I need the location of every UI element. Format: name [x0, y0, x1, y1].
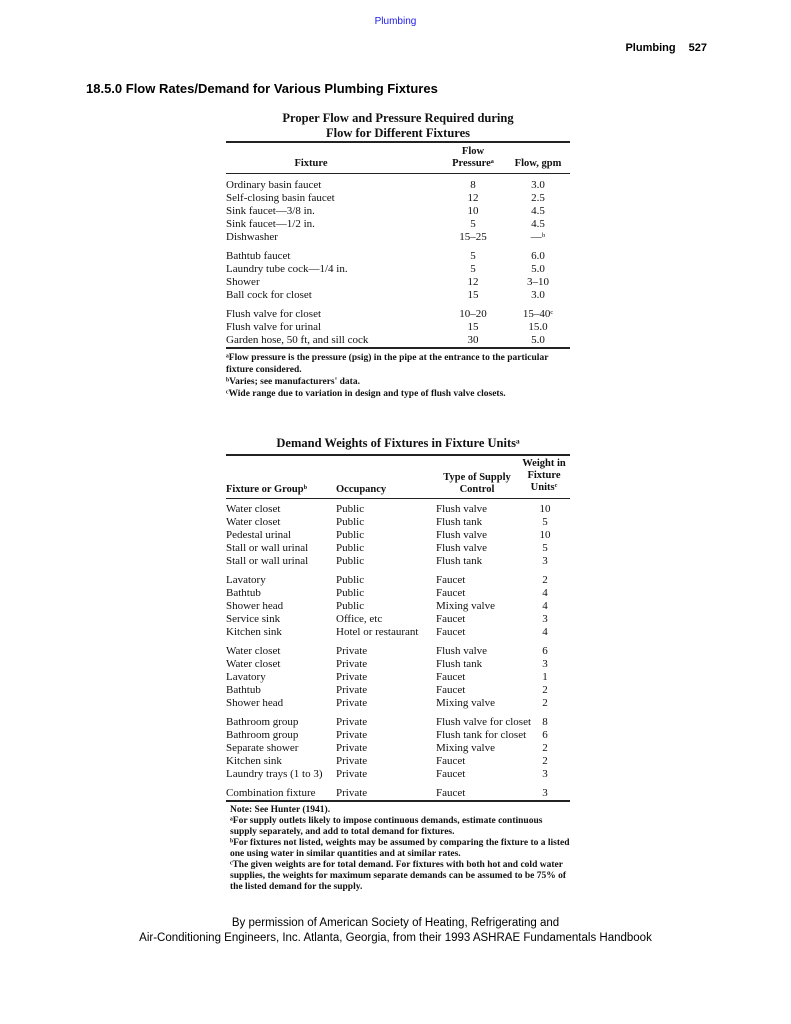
demand-row-control: Flush valve for closet: [436, 716, 532, 728]
demand-row-weight: 5: [542, 516, 548, 528]
demand-footnote: the listed demand for the supply.: [230, 882, 363, 892]
demand-header-occupancy: Occupancy: [336, 484, 387, 495]
demand-row-weight: 6: [542, 729, 548, 741]
demand-row-fixture: Separate shower: [226, 742, 299, 754]
flow-row-fixture: Laundry tube cock—1/4 in.: [226, 263, 348, 275]
demand-header-control-line2: Control: [459, 484, 495, 495]
demand-row-control: Flush valve: [436, 529, 488, 541]
credit-line-2: Air-Conditioning Engineers, Inc. Atlanta, Georgia, from their 1993 ASHRAE Fundamentals Handbook: [139, 932, 652, 944]
demand-row-weight: 4: [542, 626, 548, 638]
flow-row-flow: 3.0: [531, 179, 545, 191]
flow-row-pressure: 12: [467, 192, 479, 204]
flow-row-flow: 3–10: [527, 276, 549, 288]
flow-row-flow: 6.0: [531, 250, 545, 262]
demand-footnote: one using water in similar quantities and at similar rates.: [230, 849, 461, 859]
demand-row-occupancy: Private: [336, 697, 368, 709]
demand-header-weight-line2: Fixture: [527, 470, 561, 481]
demand-row-control: Faucet: [436, 787, 466, 799]
flow-table-header-rule: [226, 173, 570, 174]
flow-row-fixture: Garden hose, 50 ft, and sill cock: [226, 334, 369, 346]
demand-row-occupancy: Private: [336, 729, 368, 741]
demand-row-occupancy: Office, etc: [336, 613, 383, 625]
demand-row-occupancy: Private: [336, 742, 368, 754]
demand-row-occupancy: Public: [336, 600, 365, 612]
demand-row-fixture: Water closet: [226, 516, 281, 528]
demand-footnote: ᶜThe given weights are for total demand. For fixtures with both hot and cold water: [230, 860, 563, 870]
demand-row-control: Flush tank for closet: [436, 729, 527, 741]
demand-row-weight: 2: [542, 742, 548, 754]
demand-row-control: Faucet: [436, 587, 466, 599]
flow-row-fixture: Flush valve for closet: [226, 308, 322, 320]
page-number: 527: [688, 42, 707, 54]
section-title: 18.5.0 Flow Rates/Demand for Various Plumbing Fixtures: [86, 81, 438, 96]
flow-row-pressure: 5: [470, 250, 476, 262]
demand-row-fixture: Service sink: [226, 613, 281, 625]
demand-row-weight: 8: [542, 716, 548, 728]
flow-row-flow: 3.0: [531, 289, 545, 301]
flow-header-flow: Flow, gpm: [514, 158, 562, 169]
demand-header-fixture: Fixture or Groupᵇ: [226, 484, 307, 495]
demand-row-occupancy: Private: [336, 671, 368, 683]
demand-row-occupancy: Public: [336, 529, 365, 541]
demand-row-fixture: Laundry trays (1 to 3): [226, 768, 323, 780]
flow-footnote: ᵇVaries; see manufacturers' data.: [226, 377, 360, 387]
flow-row-pressure: 30: [467, 334, 479, 346]
demand-footnote: Note: See Hunter (1941).: [230, 805, 331, 815]
flow-row-flow: 4.5: [531, 205, 545, 217]
flow-row-flow: 15–40ᶜ: [522, 308, 554, 320]
demand-row-fixture: Kitchen sink: [226, 626, 282, 638]
demand-row-occupancy: Private: [336, 716, 368, 728]
demand-row-control: Faucet: [436, 755, 466, 767]
flow-row-flow: 15.0: [528, 321, 548, 333]
demand-row-weight: 3: [542, 787, 548, 799]
demand-row-control: Flush valve: [436, 503, 488, 515]
demand-row-fixture: Lavatory: [226, 671, 266, 683]
flow-row-pressure: 10–20: [459, 308, 487, 320]
credit-line-1: By permission of American Society of Heating, Refrigerating and: [231, 917, 560, 929]
flow-footnote: fixture considered.: [226, 365, 302, 375]
demand-table-title: Demand Weights of Fixtures in Fixture Unitsᵃ: [276, 436, 520, 450]
flow-header-pressure-line1: Flow: [461, 146, 485, 157]
demand-header-weight-line3: Unitsᶜ: [530, 482, 558, 493]
demand-row-occupancy: Hotel or restaurant: [336, 626, 419, 638]
demand-row-weight: 3: [542, 555, 548, 567]
demand-row-control: Flush valve: [436, 645, 488, 657]
demand-footnote: ᵇFor fixtures not listed, weights may be assumed by comparing the fixture to a listed: [230, 838, 570, 848]
demand-row-fixture: Pedestal urinal: [226, 529, 292, 541]
flow-row-pressure: 10: [467, 205, 479, 217]
demand-row-occupancy: Private: [336, 787, 368, 799]
demand-row-occupancy: Private: [336, 658, 368, 670]
demand-header-weight: [518, 458, 570, 494]
demand-row-control: Faucet: [436, 626, 466, 638]
flow-row-fixture: Flush valve for urinal: [226, 321, 322, 333]
demand-footnote: supplies, the weights for maximum separate demands can be assumed to be 75% of: [230, 871, 567, 881]
demand-row-control: Faucet: [436, 613, 466, 625]
demand-row-fixture: Bathtub: [226, 684, 261, 696]
flow-row-fixture: Sink faucet—3/8 in.: [226, 205, 315, 217]
demand-footnote: ᵃFor supply outlets likely to impose continuous demands, estimate continuous: [230, 816, 543, 826]
flow-row-fixture: Ordinary basin faucet: [226, 179, 322, 191]
flow-row-pressure: 5: [470, 218, 476, 230]
demand-row-control: Mixing valve: [436, 742, 495, 754]
demand-row-occupancy: Public: [336, 516, 365, 528]
demand-row-occupancy: Public: [336, 555, 365, 567]
demand-row-control: Faucet: [436, 574, 466, 586]
demand-row-weight: 6: [542, 645, 548, 657]
demand-row-occupancy: Private: [336, 755, 368, 767]
flow-row-fixture: Shower: [226, 276, 260, 288]
demand-row-weight: 4: [542, 600, 548, 612]
demand-header-control: [432, 472, 522, 496]
demand-row-fixture: Stall or wall urinal: [226, 555, 309, 567]
demand-row-control: Faucet: [436, 768, 466, 780]
demand-row-weight: 3: [542, 658, 548, 670]
demand-row-occupancy: Public: [336, 587, 365, 599]
demand-row-occupancy: Public: [336, 542, 365, 554]
demand-row-occupancy: Public: [336, 574, 365, 586]
demand-row-control: Mixing valve: [436, 600, 495, 612]
flow-header-fixture: Fixture: [294, 158, 328, 169]
demand-row-fixture: Water closet: [226, 645, 281, 657]
demand-row-fixture: Bathroom group: [226, 729, 299, 741]
demand-row-weight: 2: [542, 574, 548, 586]
flow-row-flow: 4.5: [531, 218, 545, 230]
demand-row-weight: 2: [542, 755, 548, 767]
demand-row-occupancy: Public: [336, 503, 365, 515]
flow-row-pressure: 15: [467, 289, 479, 301]
flow-row-pressure: 8: [470, 179, 476, 191]
flow-row-flow: 2.5: [531, 192, 545, 204]
flow-table-title-line1: Proper Flow and Pressure Required during: [282, 111, 514, 125]
demand-row-weight: 5: [542, 542, 548, 554]
demand-row-fixture: Shower head: [226, 697, 284, 709]
demand-row-weight: 2: [542, 684, 548, 696]
flow-table-bottom-rule: [226, 347, 570, 349]
flow-header-pressure: [440, 146, 506, 170]
flow-row-flow: 5.0: [531, 263, 545, 275]
demand-header-control-line1: Type of Supply: [443, 472, 511, 483]
running-head: [625, 42, 707, 54]
flow-row-fixture: Bathtub faucet: [226, 250, 291, 262]
flow-row-pressure: 15: [467, 321, 479, 333]
demand-row-fixture: Bathtub: [226, 587, 261, 599]
flow-table-top-rule: [226, 141, 570, 143]
demand-row-control: Flush tank: [436, 658, 483, 670]
demand-table-top-rule: [226, 454, 570, 456]
demand-row-fixture: Stall or wall urinal: [226, 542, 309, 554]
demand-row-control: Flush tank: [436, 555, 483, 567]
running-head-title: Plumbing: [625, 42, 676, 54]
demand-row-fixture: Bathroom group: [226, 716, 299, 728]
demand-row-control: Faucet: [436, 671, 466, 683]
flow-row-pressure: 12: [467, 276, 479, 288]
demand-row-weight: 2: [542, 697, 548, 709]
demand-row-fixture: Combination fixture: [226, 787, 316, 799]
flow-row-fixture: Self-closing basin faucet: [226, 192, 335, 204]
demand-row-weight: 10: [539, 529, 551, 541]
demand-row-occupancy: Private: [336, 768, 368, 780]
flow-footnote: ᶜWide range due to variation in design and type of flush valve closets.: [226, 389, 506, 399]
demand-row-weight: 3: [542, 613, 548, 625]
demand-row-weight: 3: [542, 768, 548, 780]
demand-table-header-rule: [226, 498, 570, 499]
flow-row-fixture: Ball cock for closet: [226, 289, 312, 301]
flow-row-flow: 5.0: [531, 334, 545, 346]
flow-table-title: [226, 111, 570, 141]
flow-footnote: ᵃFlow pressure is the pressure (psig) in the pipe at the entrance to the particular: [226, 353, 549, 363]
flow-row-pressure: 15–25: [459, 231, 487, 243]
flow-header-pressure-line2: Pressureᵃ: [452, 158, 494, 169]
demand-row-fixture: Kitchen sink: [226, 755, 282, 767]
demand-header-weight-line1: Weight in: [522, 458, 566, 469]
demand-row-weight: 4: [542, 587, 548, 599]
demand-row-fixture: Water closet: [226, 658, 281, 670]
flow-row-fixture: Sink faucet—1/2 in.: [226, 218, 315, 230]
demand-footnote: supply separately, and add to total demand for fixtures.: [230, 827, 455, 837]
flow-row-pressure: 5: [470, 263, 476, 275]
flow-row-fixture: Dishwasher: [226, 231, 278, 243]
demand-row-occupancy: Private: [336, 684, 368, 696]
top-nav-link-plumbing[interactable]: Plumbing: [374, 16, 417, 27]
flow-row-flow: —ᵇ: [530, 231, 546, 243]
demand-row-control: Flush tank: [436, 516, 483, 528]
demand-row-fixture: Shower head: [226, 600, 284, 612]
credit-line: [0, 916, 791, 946]
demand-row-fixture: Water closet: [226, 503, 281, 515]
demand-row-control: Flush valve: [436, 542, 488, 554]
demand-row-fixture: Lavatory: [226, 574, 266, 586]
demand-row-weight: 1: [542, 671, 548, 683]
demand-row-control: Faucet: [436, 684, 466, 696]
demand-row-control: Mixing valve: [436, 697, 495, 709]
demand-row-occupancy: Private: [336, 645, 368, 657]
demand-row-weight: 10: [539, 503, 551, 515]
demand-table-bottom-rule: [226, 800, 570, 802]
flow-table-title-line2: Flow for Different Fixtures: [325, 126, 471, 140]
